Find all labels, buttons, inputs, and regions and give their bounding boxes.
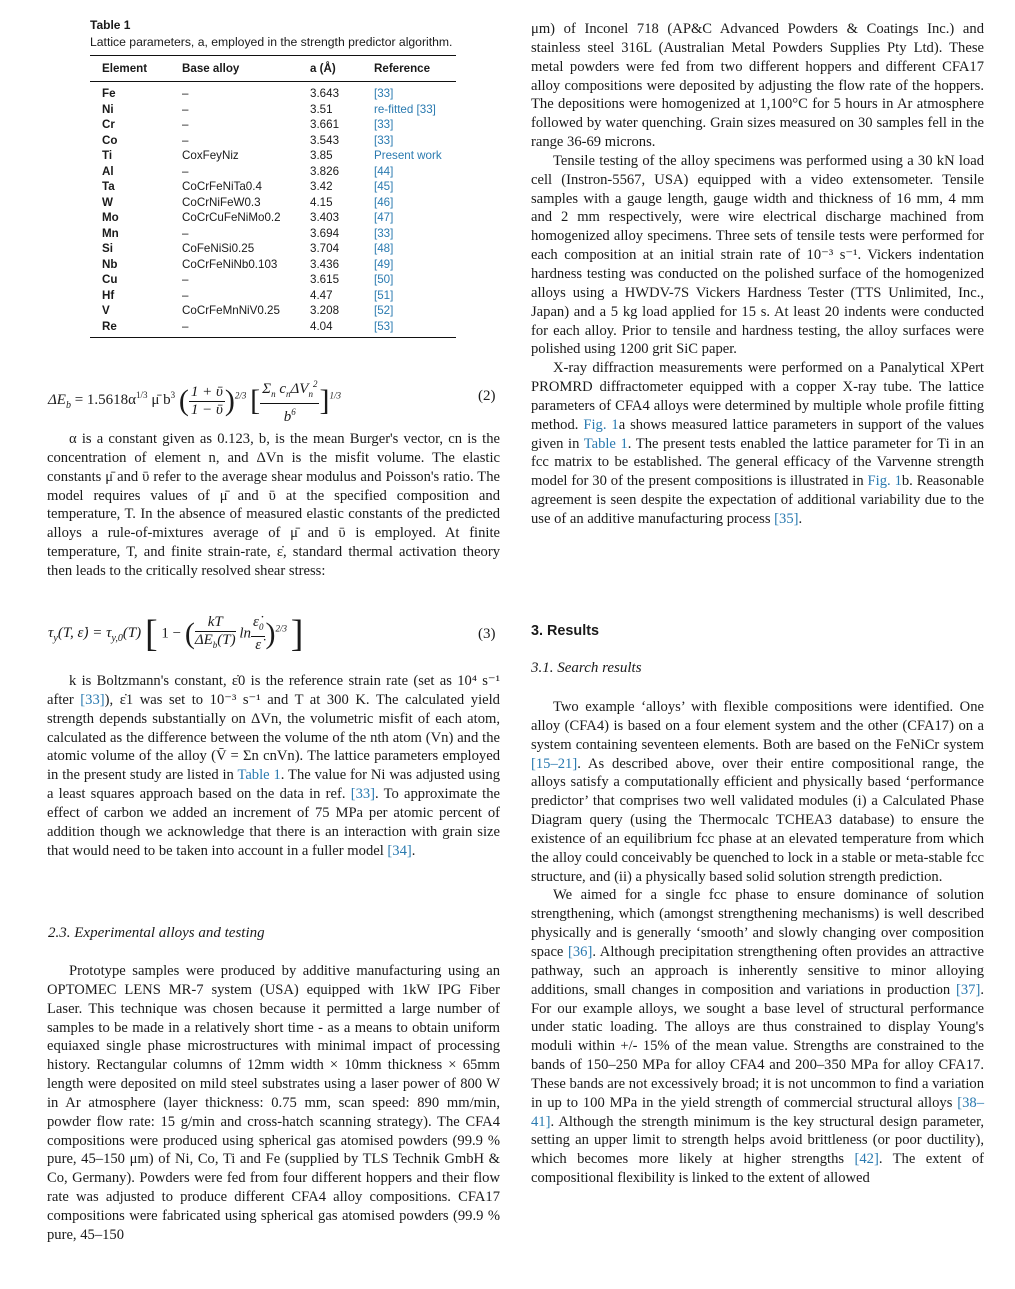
table-row: [90, 210, 456, 226]
ref-link[interactable]: [38–41]: [531, 1094, 984, 1130]
cell-lattice-a: 3.694: [310, 226, 340, 240]
cell-reference[interactable]: [47]: [374, 211, 394, 224]
cell-lattice-a: 3.704: [310, 242, 340, 255]
table-row: [90, 288, 456, 304]
ref-link[interactable]: [42]: [854, 1151, 879, 1168]
table-row: [90, 226, 456, 242]
right-column-top: [531, 20, 984, 529]
figure-link[interactable]: Fig. 1: [583, 416, 619, 433]
cell-base-alloy: CoCrNiFeW0.3: [182, 195, 261, 209]
cell-element: Ta: [102, 180, 115, 193]
cell-base-alloy: CoCrFeNiNb0.103: [182, 257, 278, 271]
cell-reference[interactable]: [51]: [374, 288, 394, 302]
cell-element: Si: [102, 242, 113, 255]
right-column-bottom: [531, 698, 984, 1188]
cell-reference[interactable]: re-fitted [33]: [374, 102, 436, 116]
cell-base-alloy: –: [182, 226, 189, 240]
cell-reference[interactable]: [53]: [374, 319, 456, 338]
header-lattice-a: a (Å): [310, 56, 374, 82]
cell-lattice-a: 4.15: [310, 195, 333, 209]
cell-base-alloy: –: [182, 273, 189, 286]
cell-base-alloy: –: [182, 288, 189, 302]
table-row: [90, 179, 456, 195]
table-row: [90, 117, 456, 133]
table-row: [90, 257, 456, 273]
cell-base-alloy: CoCrFeNiTa0.4: [182, 180, 262, 193]
left-column-middle: [47, 672, 500, 860]
equation-2-number: (2): [478, 388, 496, 404]
cell-reference[interactable]: [33]: [374, 226, 394, 240]
cell-base-alloy: –: [182, 319, 310, 338]
ref-link[interactable]: [33]: [80, 691, 105, 708]
paragraph-example-alloys: Two example ‘alloys’ with flexible compositions were identified. One alloy (CFA4) is based on a four element system and the other (CFA17) on a system containing seventeen elements. Both are based on the FeNiCr system [15–21]. As described above, over their entire compositional range, the alloys satisfy a computationally efficient and physically based ‘performance predictor’ that comprises two well validated modules (i) a Calculated Phase Diagram query (using the Thermocalc TCHEA3 database) to ensure the existence of an equilibrium fcc phase at an elevated temperature from which the alloy could conceivably be quenched to lock in a stable or meta-stable fcc structure, and (ii) a physically based solid solution strength prediction.: [531, 699, 984, 885]
table-row: [90, 195, 456, 211]
table-row: [90, 303, 456, 319]
cell-base-alloy: –: [182, 87, 189, 100]
cell-lattice-a: 3.403: [310, 211, 340, 224]
ref-link[interactable]: [33]: [350, 786, 376, 803]
table-row: [90, 319, 456, 338]
cell-element: Fe: [102, 87, 116, 100]
cell-element: Cu: [102, 273, 118, 286]
left-column-bottom: [47, 962, 500, 1245]
cell-base-alloy: –: [182, 118, 189, 131]
cell-lattice-a: 3.615: [310, 273, 340, 286]
cell-reference[interactable]: [49]: [374, 257, 394, 271]
cell-reference[interactable]: [50]: [374, 273, 394, 286]
lattice-table: [90, 55, 456, 338]
table-row: [90, 241, 456, 257]
cell-lattice-a: 3.436: [310, 257, 340, 271]
table-row: [90, 272, 456, 288]
cell-lattice-a: 3.543: [310, 133, 340, 147]
paragraph-boltzmann: k is Boltzmann's constant, ε̇0 is the reference strain rate (set as 10⁴ s⁻¹ after [33]), ε̇1 was set to 10⁻³ s⁻¹ and T at 300 K. The calculated yield strength depends substantially on ΔVn, the volumetric misfit of each atom, calculated as the difference between the volume of the nth atom (Vn) and the atomic volume of the alloy (V̄ = Σn cnVn). The lattice parameters employed in the present study are listed in Table 1. The value for Ni was adjusted using a least squares approach based on the data in ref. [33]. To approximate the effect of carbon we added an increment of 75 MPa per atomic percent of addition though we acknowledge that there is an interaction with grain size that would need to be taken into account in a fuller model [34].: [47, 673, 500, 859]
cell-reference[interactable]: Present work: [374, 149, 442, 162]
header-reference: Reference: [374, 56, 456, 82]
cell-lattice-a: 3.85: [310, 149, 333, 162]
ref-link[interactable]: [36]: [568, 943, 593, 960]
cell-element: Cr: [102, 118, 115, 131]
cell-lattice-a: 3.42: [310, 180, 333, 193]
equation-2: $\Delta E_b = 1.5618\alpha^{1/3}$ μ̄ $b^3$ ( $\frac{\text{1 + ῡ}}{\text{1 − ῡ}}$ )$^{2/3}$ [ $\frac{\Sigma_n c_n\Delta V_n^2}{b^6}$ ]$^{1/3}$: [48, 376, 341, 426]
cell-element: W: [102, 195, 113, 209]
cell-base-alloy: CoCrCuFeNiMo0.2: [182, 211, 281, 224]
cell-element: Nb: [102, 257, 118, 271]
cell-lattice-a: 3.208: [310, 304, 340, 317]
cell-element: Al: [102, 164, 114, 178]
table-link[interactable]: Table 1: [237, 767, 281, 784]
cell-base-alloy: –: [182, 133, 189, 147]
table-link[interactable]: Table 1: [583, 435, 628, 452]
cell-element: Co: [102, 133, 118, 147]
section-2-3-heading: 2.3. Experimental alloys and testing: [48, 925, 265, 941]
cell-reference[interactable]: [52]: [374, 304, 394, 317]
ref-link[interactable]: [37]: [956, 981, 981, 998]
table-row: [90, 102, 456, 118]
cell-element: Ni: [102, 102, 114, 116]
cell-base-alloy: –: [182, 102, 189, 116]
cell-lattice-a: 4.47: [310, 288, 333, 302]
table-header-row: [90, 56, 456, 82]
cell-element: Mo: [102, 211, 119, 224]
cell-element: V: [102, 304, 110, 317]
cell-element: Hf: [102, 288, 115, 302]
cell-reference[interactable]: [45]: [374, 180, 394, 193]
table-caption: Lattice parameters, a, employed in the strength predictor algorithm.: [90, 35, 453, 49]
equation-3-number: (3): [478, 626, 496, 642]
paragraph-prototype: Prototype samples were produced by additive manufacturing using an OPTOMEC LENS MR-7 system (USA) equipped with 1kW IPG Fiber Laser. This technique was chosen because it permitted a large number of samples to be made in a relatively short time - as a means to obtain uniform equiaxed single phase microstructures with minimal impact of processing history. Rectangular columns of 12mm width × 10mm thickness × 65mm length were deposited on mild steel substrates using a laser power of 800 W in Ar atmosphere (layer thickness: 0.75 mm, scan speed: 890 mm/min, powder flow rate: 15 g/min and cross-hatch scanning strategy). The CFA4 compositions were produced using spherical gas atomised powders (99.9 % pure, 45–150 μm) of Ni, Co, Ti and Fe (supplied by TLS Technik GmbH & Co, Germany). Powders were fed from four different hoppers and their flow rate was adjusted to produce different CFA4 alloy compositions. CFA17 compositions were fabricated using spherical gas atomised powders (99.9 % pure, 45–150: [47, 963, 500, 1243]
cell-base-alloy: CoFeNiSi0.25: [182, 242, 255, 255]
ref-link[interactable]: [35]: [774, 510, 799, 527]
ref-link[interactable]: [15–21]: [531, 755, 578, 772]
left-column-top: [47, 430, 500, 581]
cell-lattice-a: 3.51: [310, 102, 333, 116]
cell-base-alloy: –: [182, 164, 189, 178]
ref-link[interactable]: [34]: [387, 842, 412, 859]
cell-lattice-a: 4.04: [310, 319, 374, 338]
header-base-alloy: Base alloy: [182, 56, 310, 82]
table-body: [90, 82, 456, 338]
cell-reference[interactable]: [46]: [374, 195, 394, 209]
cell-reference[interactable]: [48]: [374, 242, 394, 255]
paragraph-tensile: Tensile testing of the alloy specimens was performed using a 30 kN load cell (Instron-5567, USA) equipped with a video extensometer. Tensile samples with a gauge length, gauge width and thickness of 16 mm, 4 mm and 2 mm respectively, were wire electrical discharge machined from homogenized alloy specimens. Three sets of tensile tests were performed for each composition at an initial strain rate of 10⁻³ s⁻¹. Vickers indentation hardness testing was conducted on the polished surface of the homogenized alloys using a HWDV-7S Vickers Hardness Tester (TTS Unlimited, Inc., Japan) and a 5 kg load applied for 15 s. At least 20 indents were conducted for each alloy. Prior to tensile and hardness testing, the alloy surfaces were polished using 1200 grit SiC paper.: [531, 152, 984, 358]
cell-reference[interactable]: [33]: [374, 133, 394, 147]
table-row: [90, 82, 456, 102]
section-3-heading: 3. Results: [531, 623, 599, 639]
cell-lattice-a: 3.643: [310, 87, 340, 100]
cell-element: Re: [90, 319, 182, 338]
table-row: [90, 148, 456, 164]
cell-lattice-a: 3.661: [310, 118, 340, 131]
cell-lattice-a: 3.826: [310, 164, 340, 178]
equation-3: $\tau_y(T$, ε̇) = $\tau_{y,0}(T)$ [ 1 − ( $\frac{kT}{\Delta E_b(T)}$ ln $\frac{\varepsiloṅ_0}{\varepsiloṅ}$ )$^{2/3}$ ]: [48, 613, 304, 655]
cell-base-alloy: CoxFeyNiz: [182, 149, 239, 162]
section-3-1-heading: 3.1. Search results: [531, 660, 642, 676]
cell-element: Mn: [102, 226, 119, 240]
table-row: [90, 164, 456, 180]
figure-link[interactable]: Fig. 1: [867, 473, 902, 490]
header-element: Element: [90, 56, 182, 82]
paragraph-powders: μm) of Inconel 718 (AP&C Advanced Powders & Coatings Inc.) and stainless steel 316L (Australian Metal Powders Supplies Pty Ltd). These metal powders were fed from two different hoppers and different CFA17 alloy compositions were deposited by adjusting the flow rate of the hoppers. The depositions were homogenized at 1,100°C for 5 hours in Ar atmosphere followed by water quenching. Grain sizes measured on 30 samples fell in the range 36-69 microns.: [531, 21, 984, 151]
cell-reference[interactable]: [33]: [374, 118, 394, 131]
cell-reference[interactable]: [44]: [374, 164, 394, 178]
cell-base-alloy: CoCrFeMnNiV0.25: [182, 304, 280, 317]
paragraph-xrd: X-ray diffraction measurements were performed on a Panalytical XPert PROMRD diffractometer equipped with a copper X-ray tube. The lattice parameters of CFA4 alloys were determined by multiple whole profile fitting method. Fig. 1a shows measured lattice parameters in support of the values given in Table 1. The present tests enabled the lattice parameter for Ti in an fcc matrix to be established. The general efficacy of the Varvenne strength model for 30 of the present compositions is illustrated in Fig. 1b. Reasonable agreement is seen despite the expectation of additional variability due to the use of an additive manufacturing process [35].: [531, 360, 984, 527]
table-title: Table 1: [90, 18, 131, 32]
paragraph-single-phase: We aimed for a single fcc phase to ensure dominance of solution strengthening, which (amongst strengthening mechanisms) is well described physically and is generally ‘smooth’ and slowly changing over composition space [36]. Although precipitation strengthening often provides an attractive pathway, such an approach is inherently sensitive to minor alloying additions, small changes in composition and variations in production [37]. For our example alloys, we sought a base level of structural performance under static loading. The alloys are thus constrained to display Young's moduli within +/- 15% of the mean value. Strengths are constrained to the bands of 150–250 MPa for alloy CFA4 and 200–350 MPa for alloy CFA17. These bands are not excessively broad; it is not uncommon to find a variation in up to 100 MPa in the yield strength of commercial structural alloys [38–41]. Although the strength minimum is the key structural design parameter, setting an upper limit to strength helps avoid brittleness (or poor ductility), which becomes more likely at higher strengths [42]. The extent of compositional flexibility is linked to the extent of allowed: [531, 887, 984, 1187]
cell-element: Ti: [102, 149, 113, 162]
paragraph-elastic: α is a constant given as 0.123, b, is the mean Burger's vector, cn is the concentration of element n, and ΔVn is the misfit volume. The elastic constants μ̄ and ῡ refer to the average shear modulus and Poisson's ratio. The model requires values of μ̄ and ῡ at the specified composition and temperature, T. In the absence of measured elastic constants of the predicted alloys a rule-of-mixtures average of μ̄ and ῡ is employed. At finite temperature, T, and finite strain-rate, ε̇, standard thermal activation theory then leads to the critically resolved shear stress:: [47, 431, 500, 579]
table-row: [90, 133, 456, 149]
cell-reference[interactable]: [33]: [374, 87, 394, 100]
